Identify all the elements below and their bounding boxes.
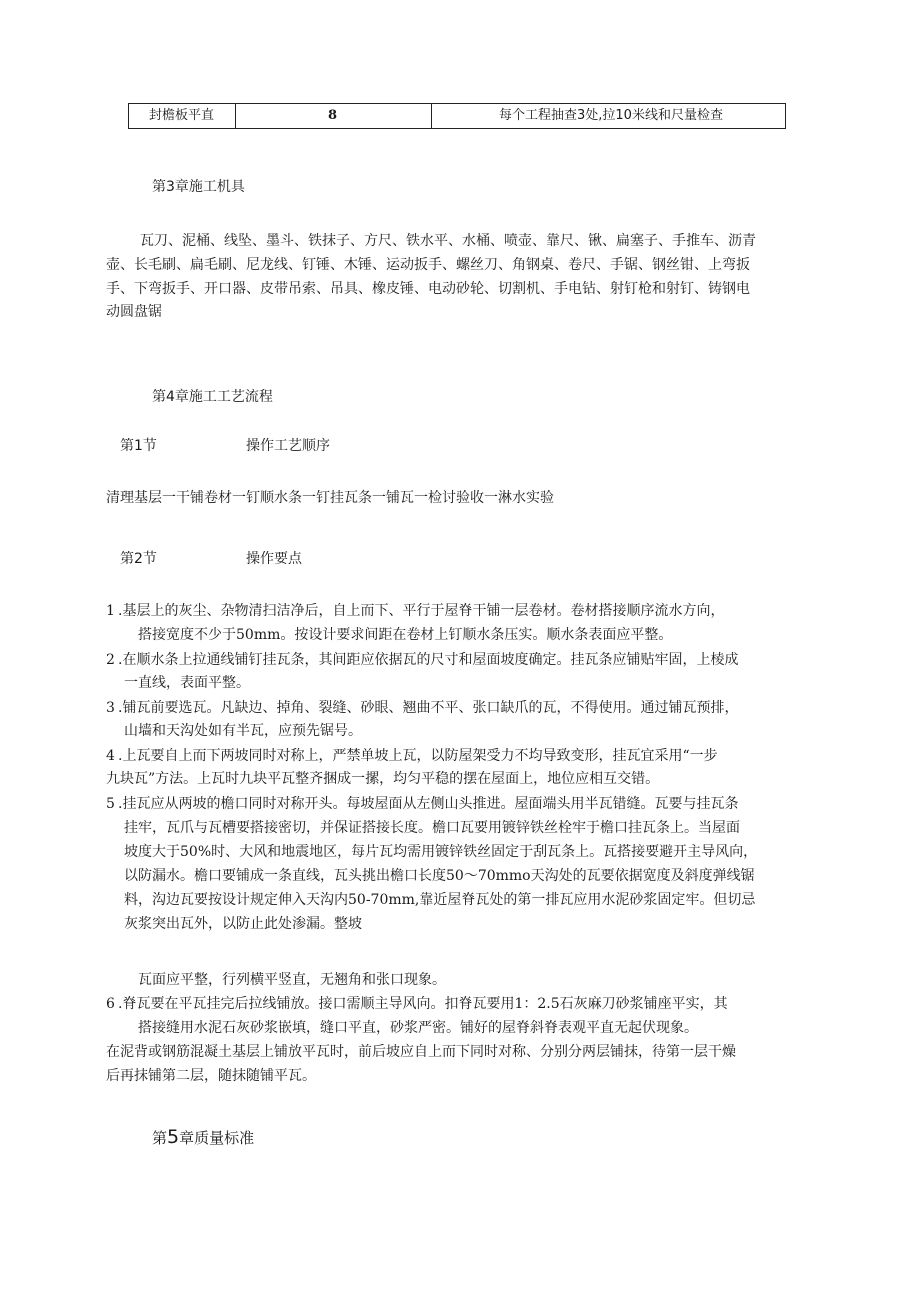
list-item-line: 一直线，表面平整。 bbox=[124, 675, 250, 691]
list-item-line: 九块瓦”方法。上瓦时九块平瓦整齐捆成一摞，均匀平稳的摆在屋面上，地位应相互交错。 bbox=[106, 771, 660, 787]
list-item-line: 搭接宽度不少于50mm。按设计要求间距在卷材上钉顺水条压实。顺水条表面应平整。 bbox=[138, 627, 673, 643]
table-divider bbox=[235, 104, 236, 128]
list-item-line: 以防漏水。檐口要铺成一条直线，瓦头挑出檐口长度50～70mmo天沟处的瓦要依据宽度及斜度弹线锯 bbox=[124, 868, 755, 884]
list-item-number: 2 bbox=[106, 652, 115, 668]
list-item-line: .挂瓦应从两坡的檐口同时对称开头。每坡屋面从左侧山头推进。屋面端头用半瓦错缝。瓦要与挂瓦条 bbox=[118, 796, 739, 812]
paragraph-line: 后再抹铺第二层，随抹随铺平瓦。 bbox=[106, 1068, 316, 1084]
table-cell-value: 8 bbox=[328, 108, 338, 123]
list-item-line: 挂牢，瓦爪与瓦槽要搭接密切，并保证搭接长度。檐口瓦要用镀锌铁丝栓牢于檐口挂瓦条上。当屋面 bbox=[124, 820, 740, 836]
section-1-number: 第1节 bbox=[120, 438, 157, 454]
section-2-number: 第2节 bbox=[120, 551, 157, 567]
list-item-number: 1 bbox=[106, 603, 115, 619]
list-item-line: .上瓦要自上而下两坡同时对称上，严禁单坡上瓦，以防屋架受力不均导致变形，挂瓦宜采用“一步 bbox=[118, 748, 718, 764]
list-item-line: 坡度大于50%时、大风和地震地区，每片瓦均需用镀锌铁丝固定于刮瓦条上。瓦搭接要避开主导风向， bbox=[124, 844, 758, 860]
quality-table bbox=[128, 103, 786, 129]
list-item-number: 3 bbox=[106, 700, 115, 716]
list-item-line: 灰浆突出瓦外，以防止此处渗漏。整坡 bbox=[124, 916, 362, 932]
section-2-title: 操作要点 bbox=[246, 551, 302, 567]
list-item-line: .脊瓦要在平瓦挂完后拉线铺放。接口需顺主导风向。扣脊瓦要用1：2.5石灰麻刀砂浆铺座平实，其 bbox=[118, 996, 728, 1012]
tools-line-1: 瓦刀、泥桶、线坠、墨斗、铁抹子、方尺、铁水平、水桶、喷壶、靠尺、锹、扁塞子、手推车、沥青 bbox=[140, 233, 756, 249]
list-item-line: 搭接缝用水泥石灰砂浆嵌填，缝口平直，砂浆严密。铺好的屋脊斜脊表观平直无起伏现象。 bbox=[138, 1020, 698, 1036]
chapter-5-title bbox=[152, 1126, 254, 1148]
list-item-number: 5 bbox=[106, 796, 115, 812]
chapter-5-number: 5 bbox=[167, 1126, 180, 1148]
list-item-number: 4 bbox=[106, 748, 115, 764]
list-item-line: 山墙和天沟处如有半瓦，应预先锯号。 bbox=[124, 723, 362, 739]
list-item-line: .在顺水条上拉通线铺钉挂瓦条，其间距应依据瓦的尺寸和屋面坡度确定。挂瓦条应铺贴牢固，上棱成 bbox=[118, 652, 739, 668]
continuation-line: 瓦面应平整，行列横平竖直，无翘角和张口现象。 bbox=[138, 972, 446, 988]
tools-line-2: 壶、长毛刷、扁毛刷、尼龙线、钉锤、木锤、运动扳手、螺丝刀、角钢桌、卷尺、手锯、钢丝钳、上弯扳 bbox=[106, 257, 750, 273]
table-cell-item: 封檐板平直 bbox=[149, 108, 215, 123]
chapter-4-title: 第4章施工工艺流程 bbox=[152, 389, 273, 405]
tools-line-4: 动圆盘锯 bbox=[106, 304, 162, 320]
list-item-line: .铺瓦前要选瓦。凡缺边、掉角、裂缝、砂眼、翘曲不平、张口缺爪的瓦，不得使用。通过铺瓦预排， bbox=[118, 700, 739, 716]
chapter-5-prefix: 第 bbox=[152, 1129, 168, 1147]
paragraph-line: 在泥背或钢筋混凝土基层上铺放平瓦时，前后坡应自上而下同时对称、分别分两层铺抹，待第一层干燥 bbox=[106, 1044, 736, 1060]
chapter-3-title: 第3章施工机具 bbox=[152, 179, 245, 195]
list-item-number: 6 bbox=[106, 996, 115, 1012]
chapter-5-suffix: 章质量标准 bbox=[179, 1129, 255, 1147]
table-cell-method: 每个工程抽查3处,拉10米线和尺量检查 bbox=[499, 108, 723, 123]
list-item-line: .基层上的灰尘、杂物清扫洁净后，自上而下、平行于屋脊干铺一层卷材。卷材搭接顺序流水方向， bbox=[118, 603, 725, 619]
tools-line-3: 手、下弯扳手、开口器、皮带吊索、吊具、橡皮锤、电动砂轮、切割机、手电钻、射钉枪和射钉、铸钢电 bbox=[106, 281, 750, 297]
table-divider bbox=[431, 104, 432, 128]
list-item-line: 料，沟边瓦要按设计规定伸入天沟内50-70mm,靠近屋脊瓦处的第一排瓦应用水泥砂浆固定牢。但切忌 bbox=[124, 892, 756, 908]
section-1-title: 操作工艺顺序 bbox=[246, 438, 330, 454]
process-flow: 清理基层一干铺卷材一钉顺水条一钉挂瓦条一铺瓦一检讨验收一淋水实验 bbox=[106, 490, 554, 506]
